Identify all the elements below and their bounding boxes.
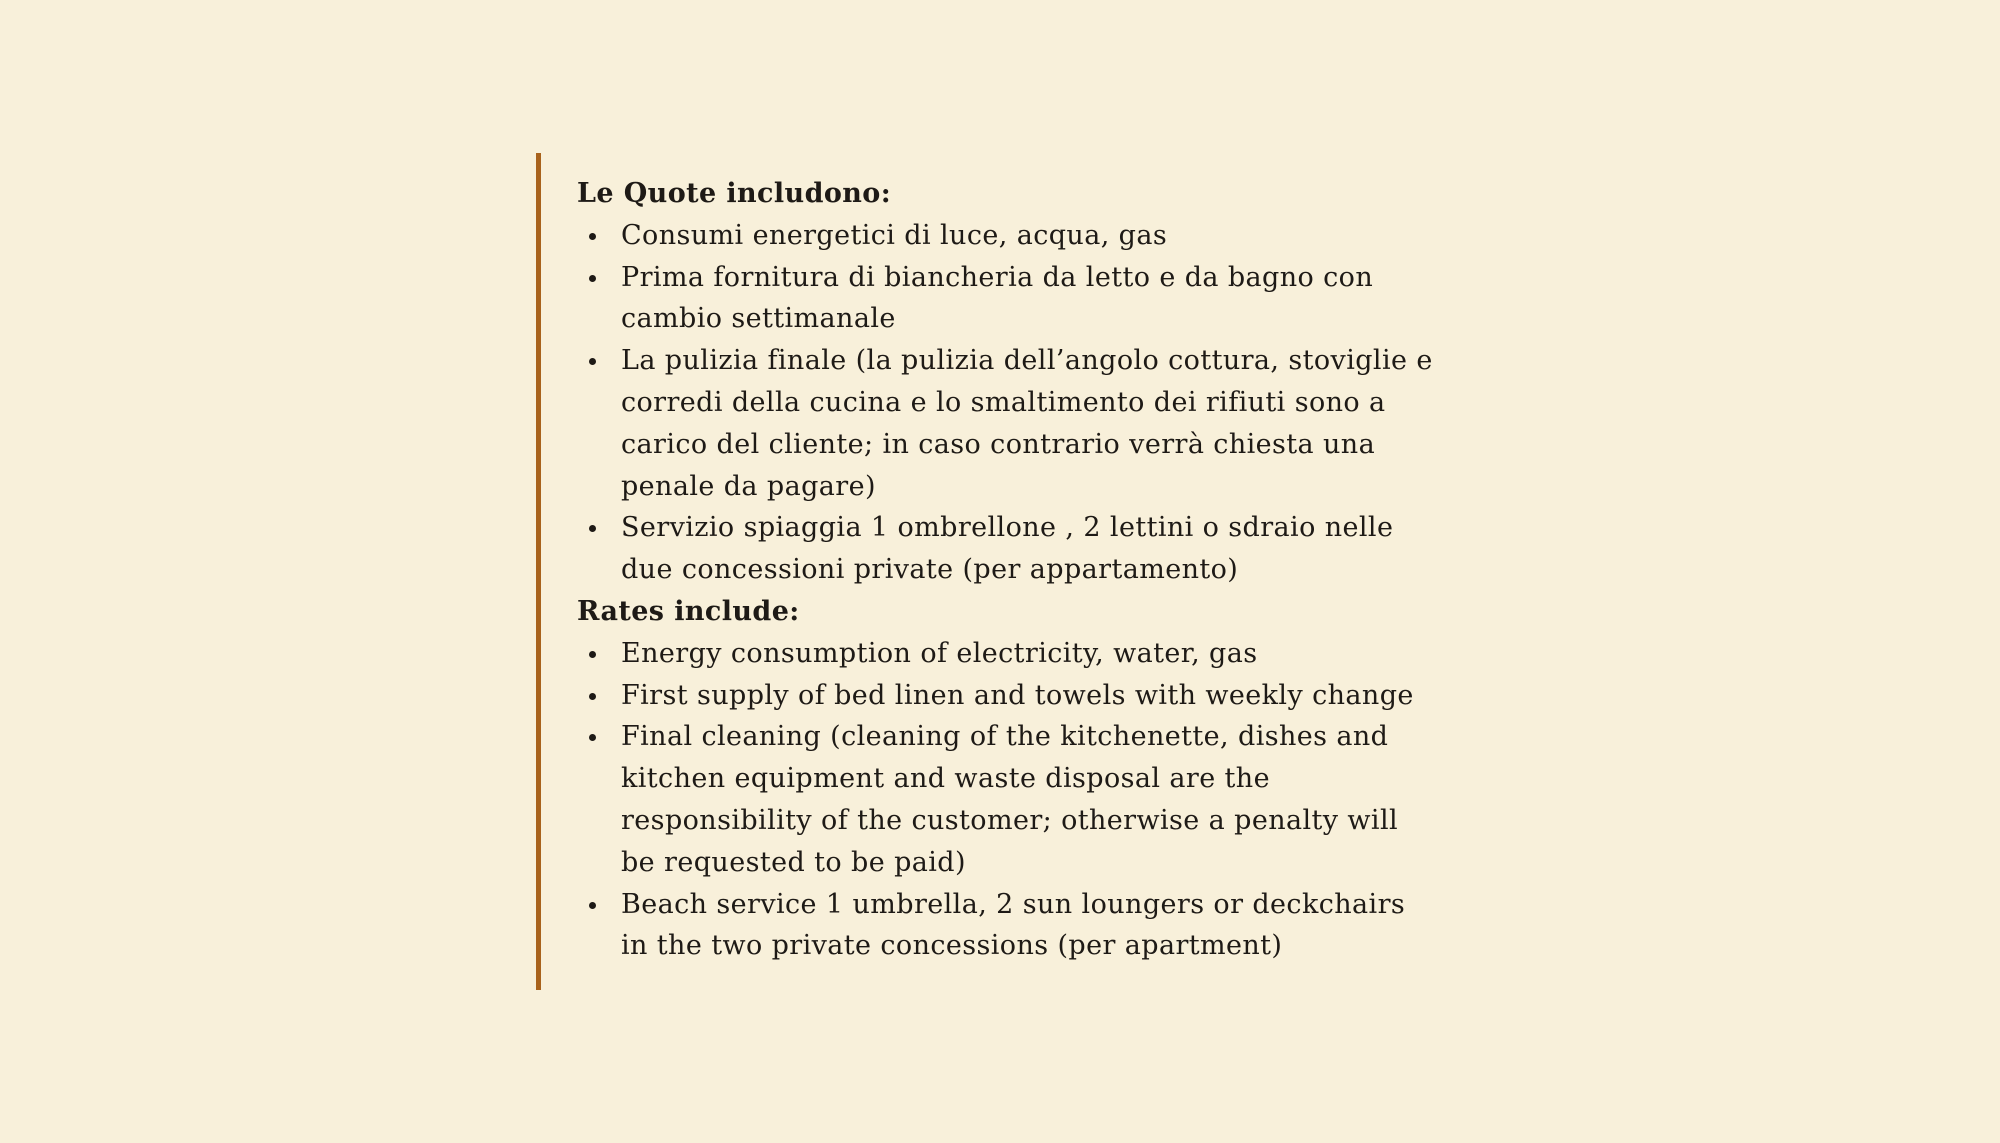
list-item-text: First supply of bed linen and towels with weekly change	[621, 679, 1414, 711]
list-item	[577, 884, 1437, 968]
list-item	[577, 215, 1437, 257]
bullet-icon	[589, 525, 596, 532]
bullet-icon	[589, 734, 596, 741]
list-item-text: Energy consumption of electricity, water, gas	[621, 637, 1258, 669]
list-item-text: Beach service 1 umbrella, 2 sun loungers or deckchairs in the two private concessions (per apartment)	[621, 888, 1406, 962]
list-item-text: Servizio spiaggia 1 ombrellone , 2 lettini o sdraio nelle due concessioni private (per appartamento)	[621, 512, 1394, 586]
italian-list	[577, 215, 1437, 591]
rates-info-block	[536, 153, 1436, 990]
bullet-icon	[589, 358, 596, 365]
list-item	[577, 507, 1437, 591]
bullet-icon	[589, 693, 596, 700]
bullet-icon	[589, 275, 596, 282]
italian-heading: Le Quote includono:	[577, 178, 892, 209]
list-item	[577, 675, 1437, 717]
list-item	[577, 633, 1437, 675]
list-item-text: La pulizia finale (la pulizia dell’angolo cottura, stoviglie e corredi della cucina e lo smaltimento dei rifiuti sono a carico del cliente; in caso contrario verrà chiesta una penale da pagare)	[621, 345, 1433, 502]
bullet-icon	[589, 902, 596, 909]
list-item	[577, 340, 1437, 507]
bullet-icon	[589, 233, 596, 240]
list-item	[577, 257, 1437, 341]
list-item-text: Prima fornitura di biancheria da letto e da bagno con cambio settimanale	[621, 261, 1374, 335]
list-item	[577, 716, 1437, 883]
rates-content	[577, 173, 1437, 967]
english-list	[577, 633, 1437, 967]
english-heading: Rates include:	[577, 595, 800, 627]
bullet-icon	[589, 651, 596, 658]
accent-bar	[536, 153, 541, 990]
list-item-text: Final cleaning (cleaning of the kitchenette, dishes and kitchen equipment and waste disposal are the responsibility of the customer; otherwise a penalty will be requested to be paid)	[621, 721, 1399, 878]
list-item-text: Consumi energetici di luce, acqua, gas	[621, 219, 1168, 251]
